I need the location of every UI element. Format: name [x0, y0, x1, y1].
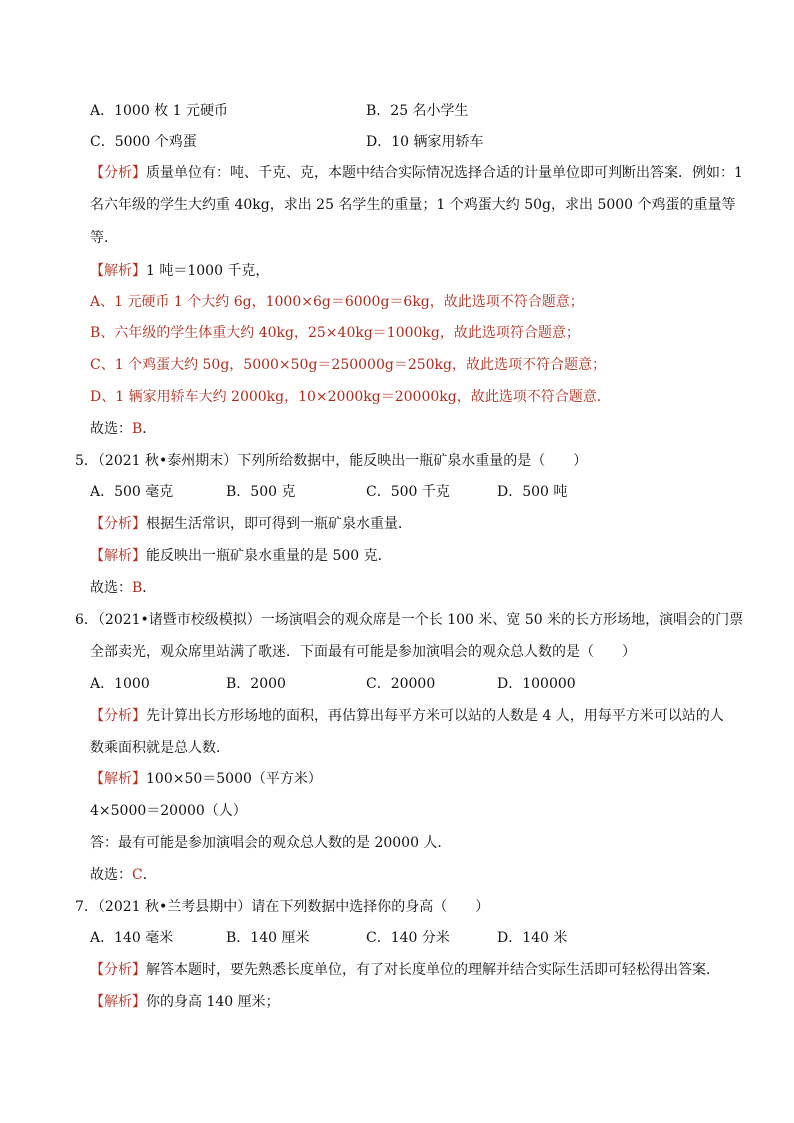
analysis-tag: 【分析】	[90, 165, 146, 181]
analysis-text: 先计算出长方形场地的面积，再估算出每平方米可以站的人数是 4 人，用每平方米可以站的人	[146, 708, 724, 724]
answer-prefix: 故选：	[90, 421, 132, 437]
answer-letter: B	[132, 421, 143, 437]
analysis-tag: 【分析】	[90, 708, 146, 724]
q4-analysis-line-1	[90, 163, 743, 183]
q4-solution-line-d: D、1 辆家用轿车大约 2000kg，10×2000kg＝20000kg，故此选项不符合题意．	[90, 389, 611, 405]
analysis-tag: 【分析】	[90, 516, 146, 532]
solution-tag: 【解析】	[90, 263, 146, 279]
answer-suffix: ．	[142, 580, 157, 596]
q7-stem: 7．（2021 秋•兰考县期中）请在下列数据中选择你的身高（ ）	[75, 899, 490, 915]
q6-analysis-line-1	[90, 706, 724, 726]
q6-stem-line-2: 全部卖光，观众席里站满了歌迷．下面最有可能是参加演唱会的观众总人数的是（ ）	[90, 644, 636, 660]
q6-solution-line-3: 答：最有可能是参加演唱会的观众总人数的是 20000 人．	[90, 835, 452, 851]
analysis-text: 解答本题时，要先熟悉长度单位，有了对长度单位的理解并结合实际生活即可轻松得出答案．	[146, 962, 720, 978]
solution-text: 100×50＝5000（平方米）	[146, 771, 322, 787]
q4-option-b: B．25 名小学生	[366, 103, 469, 119]
solution-text: 你的身高 140 厘米；	[146, 994, 280, 1010]
q7-solution	[90, 992, 280, 1012]
q7-option-c: C．140 分米	[366, 930, 450, 946]
q5-solution	[90, 546, 392, 566]
analysis-text: 质量单位有：吨、千克、克，本题中结合实际情况选择合适的计量单位即可判断出答案．例如：1	[146, 165, 743, 181]
q4-analysis-line-2: 名六年级的学生大约重 40kg，求出 25 名学生的重量；1 个鸡蛋大约 50g，求出 5000 个鸡蛋的重量等	[90, 197, 736, 213]
answer-suffix: ．	[142, 421, 157, 437]
q5-option-d: D．500 吨	[497, 484, 568, 500]
q6-solution-line-1	[90, 769, 322, 789]
q6-option-a: A．1000	[90, 676, 150, 692]
q7-option-d: D．140 米	[497, 930, 568, 946]
q6-option-b: B．2000	[226, 676, 286, 692]
answer-letter: C	[132, 867, 143, 883]
solution-text: 能反映出一瓶矿泉水重量的是 500 克．	[146, 548, 392, 564]
q4-option-d: D．10 辆家用轿车	[366, 134, 484, 150]
q6-analysis-line-2: 数乘面积就是总人数．	[90, 740, 230, 756]
q7-option-b: B．140 厘米	[226, 930, 310, 946]
q4-analysis-line-3: 等．	[90, 230, 118, 246]
q6-option-d: D．100000	[497, 676, 576, 692]
q4-solution-line-a: A、1 元硬币 1 个大约 6g，1000×6g＝6000g＝6kg，故此选项不符合题意；	[90, 294, 584, 310]
q4-option-a: A．1000 枚 1 元硬币	[90, 103, 228, 119]
analysis-text: 根据生活常识，即可得到一瓶矿泉水重量．	[146, 516, 412, 532]
solution-tag: 【解析】	[90, 548, 146, 564]
answer-suffix: ．	[142, 867, 157, 883]
solution-text: 1 吨＝1000 千克，	[146, 263, 270, 279]
answer-prefix: 故选：	[90, 580, 132, 596]
q4-solution-line-b: B、六年级的学生体重大约 40kg，25×40kg＝1000kg，故此选项符合题意；	[90, 325, 580, 341]
q6-solution-line-2: 4×5000＝20000（人）	[90, 803, 247, 819]
analysis-tag: 【分析】	[90, 962, 146, 978]
q4-solution-line-c: C、1 个鸡蛋大约 50g，5000×50g＝250000g＝250kg，故此选项不符合题意；	[90, 357, 607, 373]
q7-analysis	[90, 960, 720, 980]
answer-prefix: 故选：	[90, 867, 132, 883]
q7-option-a: A．140 毫米	[90, 930, 174, 946]
q5-option-a: A．500 毫克	[90, 484, 174, 500]
q4-answer	[90, 419, 156, 439]
q4-solution-line-1	[90, 261, 269, 281]
q5-option-c: C．500 千克	[366, 484, 450, 500]
q6-stem-line-1: 6．（2021•诸暨市校级模拟）一场演唱会的观众席是一个长 100 米、宽 50 米的长方形场地，演唱会的门票	[75, 612, 744, 628]
q5-stem: 5．（2021 秋•泰州期末）下列所给数据中，能反映出一瓶矿泉水重量的是（ ）	[75, 453, 588, 469]
q4-option-c: C．5000 个鸡蛋	[90, 134, 197, 150]
q5-answer	[90, 578, 156, 598]
answer-letter: B	[132, 580, 143, 596]
q5-option-b: B．500 克	[226, 484, 296, 500]
q6-answer	[90, 865, 157, 885]
q5-analysis	[90, 514, 412, 534]
solution-tag: 【解析】	[90, 994, 146, 1010]
solution-tag: 【解析】	[90, 771, 146, 787]
q6-option-c: C．20000	[366, 676, 436, 692]
